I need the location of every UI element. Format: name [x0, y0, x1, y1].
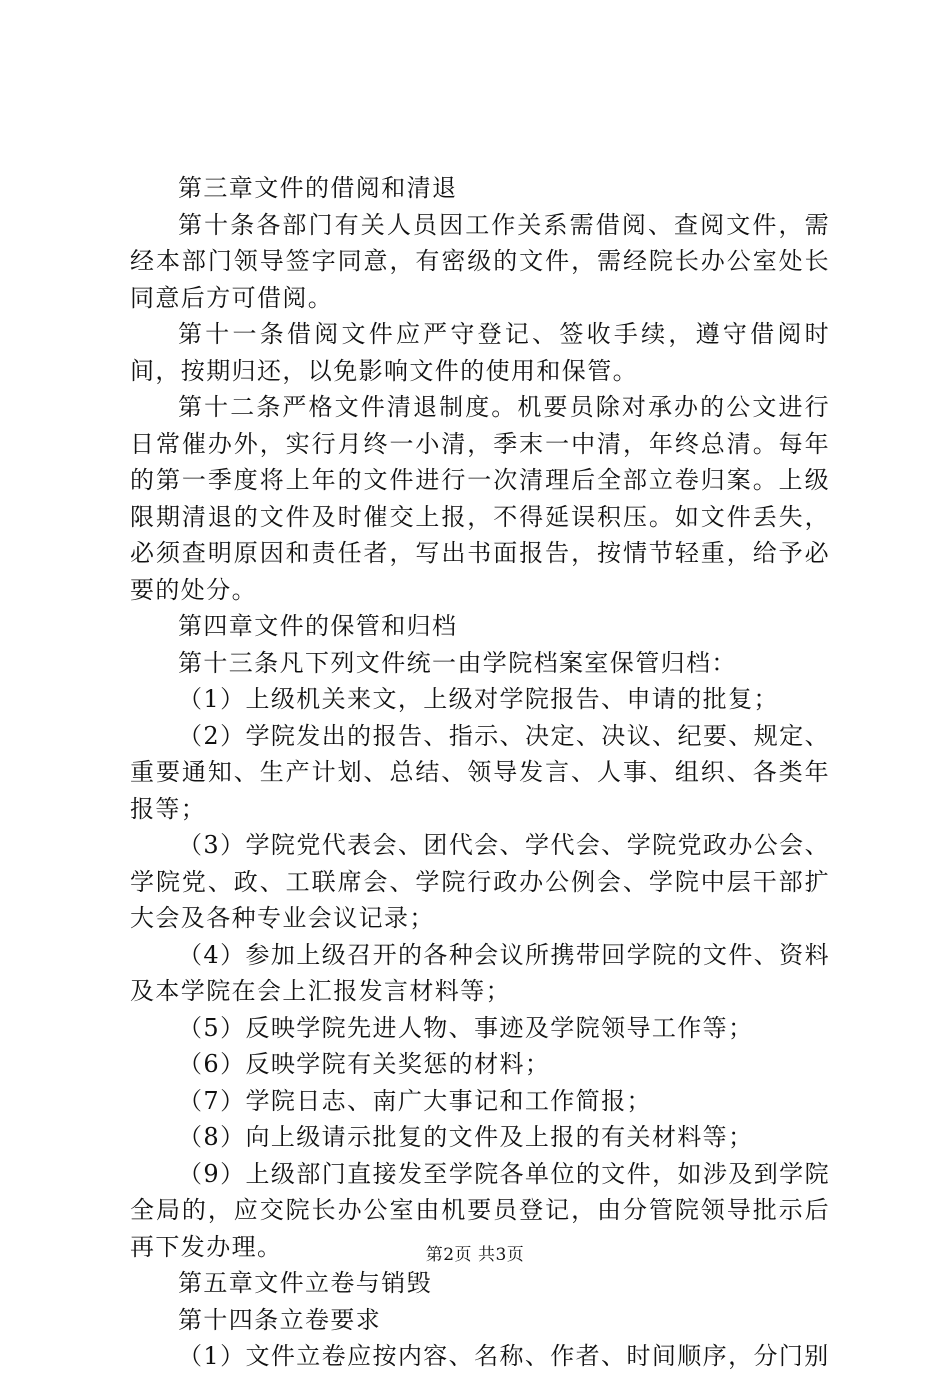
article-13-item-3: （3）学院党代表会、团代会、学代会、学院党政办公会、学院党、政、工联席会、学院行政办公例会、学院中层干部扩大会及各种专业会议记录； — [130, 831, 830, 932]
chapter-4-heading: 第四章文件的保管和归档 — [178, 612, 458, 640]
article-13-item-9: （9）上级部门直接发至学院各单位的文件，如涉及到学院全局的，应交院长办公室由机要员登记，由分管院领导批示后再下发办理。 — [130, 1159, 830, 1261]
article-13-item-7: （7）学院日志、南广大事记和工作简报； — [178, 1086, 652, 1115]
chapter-3-heading: 第三章文件的借阅和清退 — [178, 174, 458, 202]
article-13-item-4: （4）参加上级召开的各种会议所携带回学院的文件、资料及本学院在会上汇报发言材料等； — [130, 940, 830, 1005]
article-13: 第十三条凡下列文件统一由学院档案室保管归档： — [178, 648, 737, 677]
article-13-item-2: （2）学院发出的报告、指示、决定、决议、纪要、规定、重要通知、生产计划、总结、领导发言、人事、组织、各类年报等； — [130, 721, 830, 823]
article-13-item-6: （6）反映学院有关奖惩的材料； — [178, 1050, 551, 1078]
article-13-item-8: （8）向上级请示批复的文件及上报的有关材料等； — [178, 1123, 754, 1151]
article-13-item-5: （5）反映学院先进人物、事迹及学院领导工作等； — [178, 1013, 754, 1042]
article-12: 第十二条严格文件清退制度。机要员除对承办的公文进行日常催办外，实行月终一小清，季末一中清，年终总清。每年的第一季度将上年的文件进行一次清理后全部立卷归案。上级限期清退的文件及时催交上报，不得延误积压。如文件丢失，必须查明原因和责任者，写出书面报告，按情节轻重，给予必要的处分。 — [130, 393, 830, 604]
article-10: 第十条各部门有关人员因工作关系需借阅、查阅文件，需经本部门领导签字同意，有密级的文件，需经院长办公室处长同意后方可借阅。 — [130, 210, 830, 312]
chapter-5-heading: 第五章文件立卷与销毁 — [178, 1269, 432, 1297]
article-13-item-1: （1）上级机关来文，上级对学院报告、申请的批复； — [178, 685, 779, 713]
page-footer: 第2页 共3页 — [425, 1245, 525, 1265]
document-body — [130, 170, 830, 1375]
article-14-item-1: （1）文件立卷应按内容、名称、作者、时间顺序，分门别 — [178, 1342, 830, 1370]
article-14: 第十四条立卷要求 — [178, 1305, 382, 1334]
article-11: 第十一条借阅文件应严守登记、签收手续，遵守借阅时间，按期归还，以免影响文件的使用和保管。 — [130, 320, 830, 385]
